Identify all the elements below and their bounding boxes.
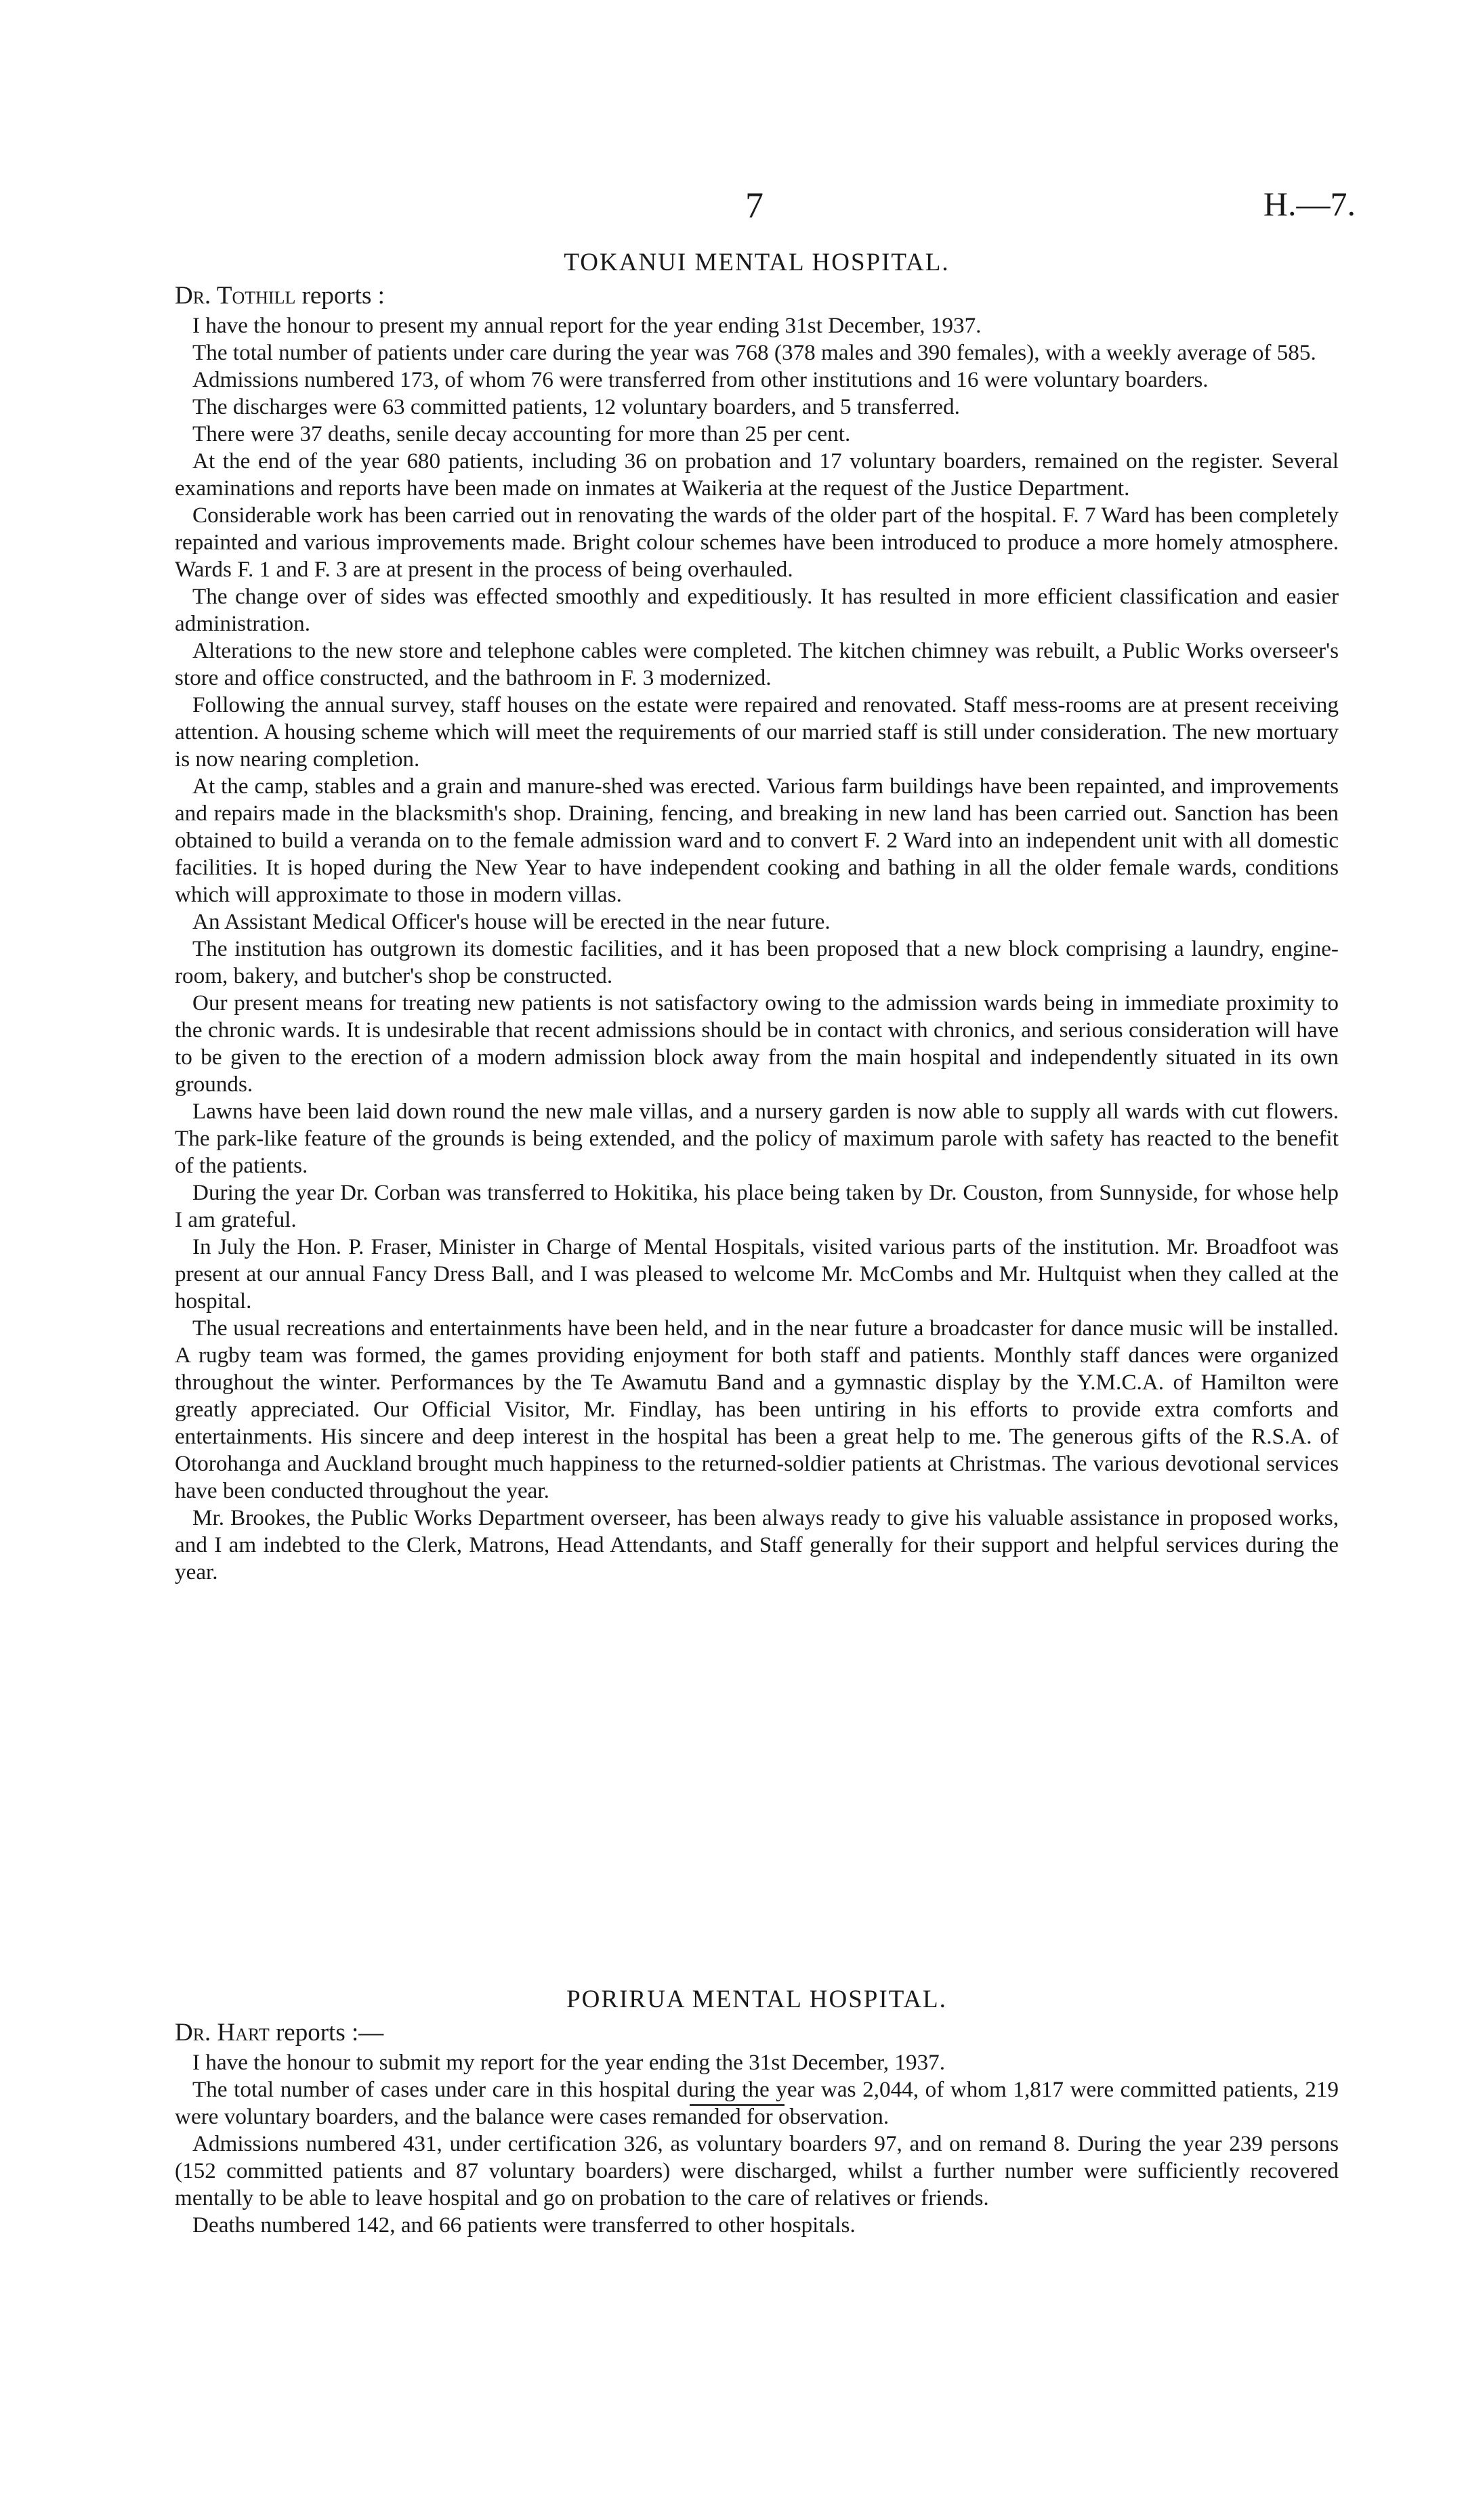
paragraph: The discharges were 63 committed patients, 12 voluntary boarders, and 5 transferred.	[192, 394, 960, 419]
paragraph: I have the honour to submit my report for the year ending the 31st December, 1937.	[192, 2050, 946, 2075]
paragraph: Considerable work has been carried out in renovating the wards of the older part of the hospital. F. 7 Ward has been completely repainted and various improvements made. Bright colour schemes have been introduced to produce a more homely atmosphere. Wards F. 1 and F. 3 are at present in the process of being overhauled.	[175, 503, 1339, 582]
section-title: TOKANUI MENTAL HOSPITAL.	[564, 249, 950, 276]
paragraph: An Assistant Medical Officer's house will be erected in the near future.	[192, 909, 831, 934]
paragraph: There were 37 deaths, senile decay accounting for more than 25 per cent.	[192, 421, 851, 446]
paragraph: Our present means for treating new patients is not satisfactory owing to the admission wards being in immediate proximity to the chronic wards. It is undesirable that recent admissions should be in contact with chronics, and serious consideration will have to be given to the erection of a modern admission block away from the main hospital and independently situated in its own grounds.	[175, 990, 1339, 1097]
paragraph: At the camp, stables and a grain and manure-shed was erected. Various farm buildings have been repainted, and improvements and repairs made in the blacksmith's shop. Draining, fencing, and breaking in new land has been carried out. Sanction has been obtained to build a veranda on to the female admission ward and to convert F. 2 Ward into an independent unit with all domestic facilities. It is hoped during the New Year to have independent cooking and bathing in all the older female wards, conditions which will approximate to those in modern villas.	[175, 774, 1339, 907]
reporter-suffix: reports :—	[269, 2019, 384, 2046]
paragraph: In July the Hon. P. Fraser, Minister in Charge of Mental Hospitals, visited various parts of the institution. Mr. Broadfoot was present at our annual Fancy Dress Ball, and I was pleased to welcome Mr. McCombs and Mr. Hultquist when they called at the hospital.	[175, 1234, 1339, 1314]
paragraph: Lawns have been laid down round the new male villas, and a nursery garden is now able to supply all wards with cut flowers. The park-like feature of the grounds is being extended, and the policy of maximum parole with safety has reacted to the benefit of the patients.	[175, 1099, 1339, 1178]
paragraph: The total number of cases under care in this hospital during the year was 2,044, of whom 1,817 were committed patients, 219 were voluntary boarders, and the balance were cases remanded for observation.	[175, 2077, 1339, 2129]
paragraph: Alterations to the new store and telephone cables were completed. The kitchen chimney was rebuilt, a Public Works overseer's store and office constructed, and the bathroom in F. 3 modernized.	[175, 638, 1339, 690]
paragraph: Following the annual survey, staff houses on the estate were repaired and renovated. Staff mess-rooms are at present receiving attention. A housing scheme which will meet the requirements of our married staff is still under consideration. The new mortuary is now nearing completion.	[175, 692, 1339, 772]
paragraph: The institution has outgrown its domestic facilities, and it has been proposed that a new block comprising a laundry, engine-room, bakery, and butcher's shop be constructed.	[175, 936, 1339, 988]
paragraph: Admissions numbered 431, under certification 326, as voluntary boarders 97, and on remand 8. During the year 239 persons (152 committed patients and 87 voluntary boarders) were discharged, whilst a further number were sufficiently recovered mentally to be able to leave hospital and go on probation to the care of relatives or friends.	[175, 2131, 1339, 2210]
paragraph: Mr. Brookes, the Public Works Department overseer, has been always ready to give his valuable assistance in proposed works, and I am indebted to the Clerk, Matrons, Head Attendants, and Staff generally for their support and helpful services during the year.	[175, 1505, 1339, 1584]
paragraph: During the year Dr. Corban was transferred to Hokitika, his place being taken by Dr. Couston, from Sunnyside, for whose help I am grateful.	[175, 1180, 1339, 1232]
paragraph: Admissions numbered 173, of whom 76 were transferred from other institutions and 16 were voluntary boarders.	[192, 367, 1209, 392]
paragraph: Deaths numbered 142, and 66 patients were transferred to other hospitals.	[192, 2212, 856, 2238]
reporter-suffix: reports :	[295, 282, 385, 310]
document-reference: H.—7.	[1263, 185, 1356, 223]
reporter-line	[175, 280, 1339, 312]
reporter-name: Dr. Tothill	[175, 282, 296, 310]
tokanui-section	[175, 248, 1339, 1586]
reporter-line	[175, 2017, 1339, 2049]
paragraph: The usual recreations and entertainments have been held, and in the near future a broadcaster for dance music will be installed. A rugby team was formed, the games providing enjoyment for both staff and patients. Monthly staff dances were organized throughout the winter. Performances by the Te Awamutu Band and a gymnastic display by the Y.M.C.A. of Hamilton were greatly appreciated. Our Official Visitor, Mr. Findlay, has been untiring in his efforts to provide extra comforts and entertainments. His sincere and deep interest in the hospital has been a great help to me. The generous gifts of the R.S.A. of Otorohanga and Auckland brought much happiness to the returned-soldier patients at Christmas. The various devotional services have been conducted throughout the year.	[175, 1316, 1339, 1503]
paragraph: At the end of the year 680 patients, including 36 on probation and 17 voluntary boarders, remained on the register. Several examinations and reports have been made on inmates at Waikeria at the request of the Justice Department.	[175, 448, 1339, 501]
paragraph: The total number of patients under care during the year was 768 (378 males and 390 females), with a weekly average of 585.	[192, 340, 1316, 365]
reporter-name: Dr. Hart	[175, 2019, 270, 2046]
porirua-section	[175, 1985, 1339, 2239]
paragraph: The change over of sides was effected smoothly and expeditiously. It has resulted in more efficient classification and easier administration.	[175, 584, 1339, 636]
section-title: PORIRUA MENTAL HOSPITAL.	[566, 1986, 947, 2013]
page-number: 7	[745, 185, 764, 226]
paragraph: I have the honour to present my annual report for the year ending 31st December, 1937.	[192, 313, 982, 338]
